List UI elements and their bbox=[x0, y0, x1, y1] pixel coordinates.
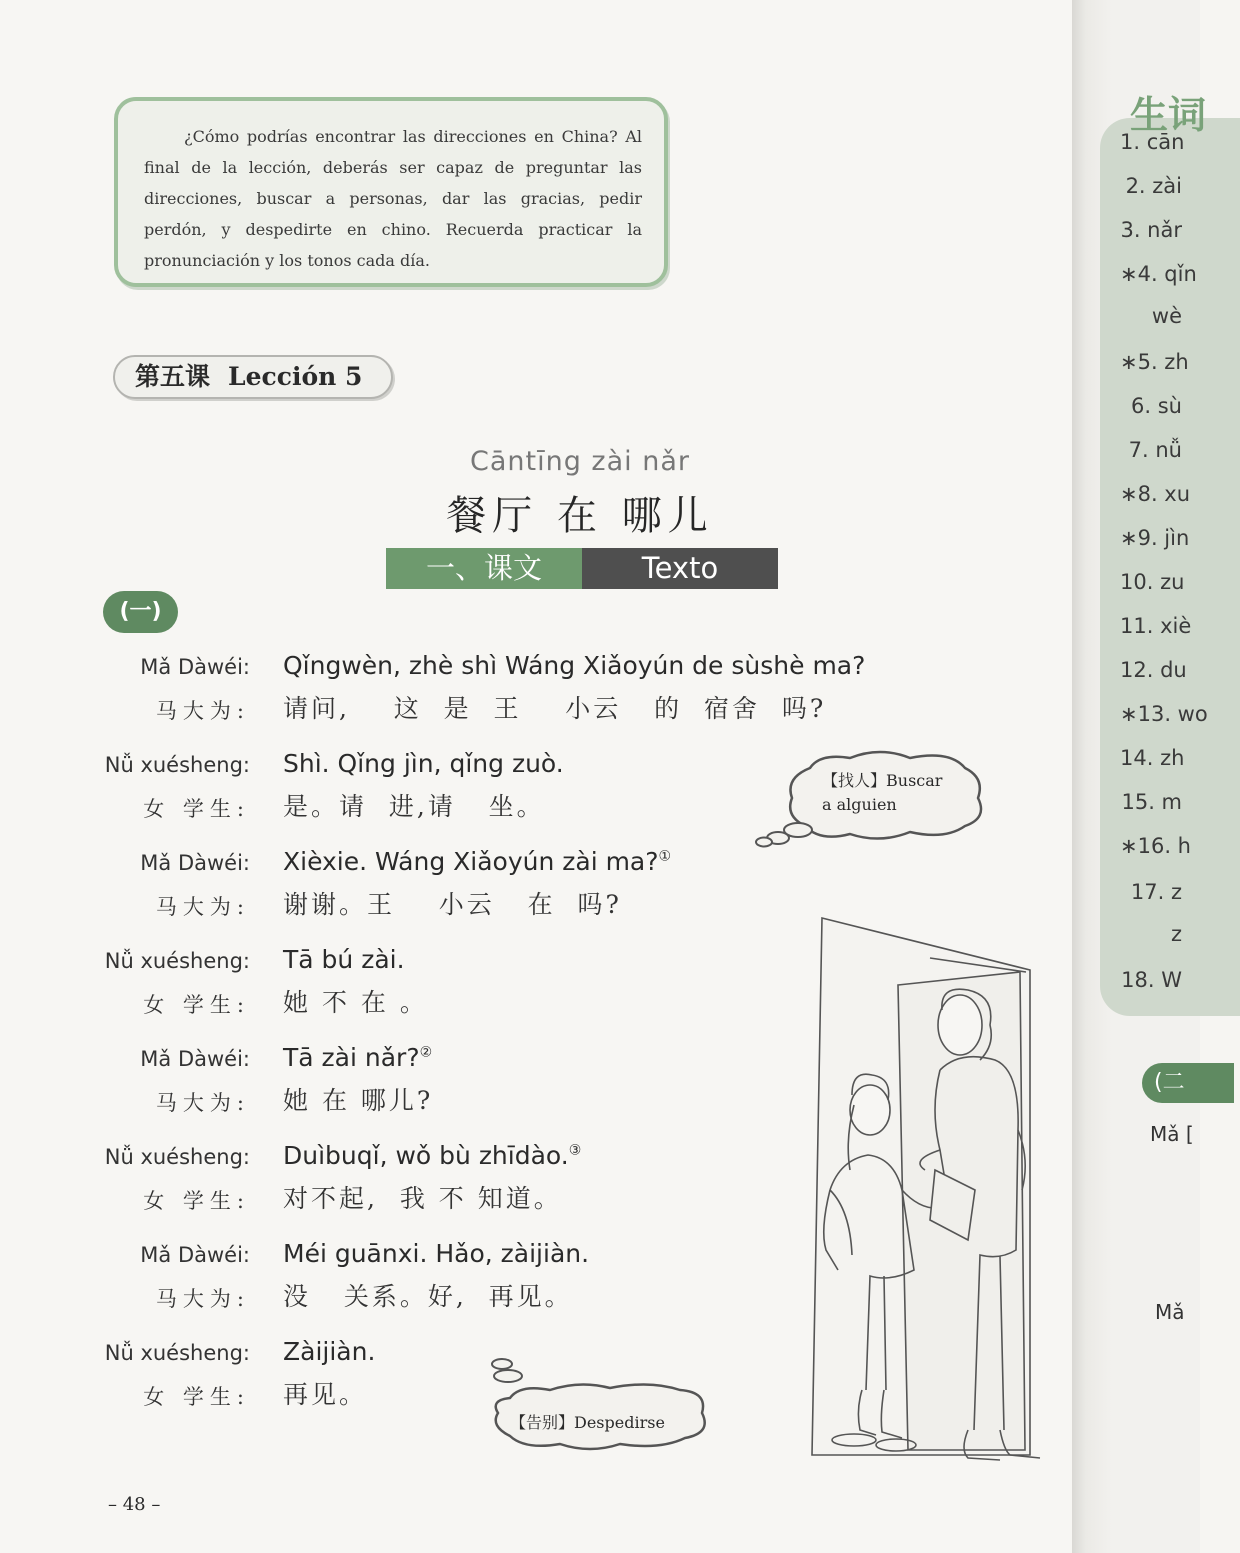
vocab-item: 14. zh bbox=[1120, 746, 1185, 770]
vocab-item: 17. z bbox=[1130, 880, 1182, 904]
vocab-item: 6. sù bbox=[1131, 394, 1182, 418]
vocab-item: ∗4. qǐn bbox=[1120, 262, 1197, 286]
line-pinyin bbox=[283, 1337, 375, 1366]
line-pinyin bbox=[283, 1141, 581, 1170]
line-pinyin-text: Duìbuqǐ, wǒ bù zhīdào. bbox=[283, 1141, 569, 1170]
vocab-item: ∗13. wo bbox=[1120, 702, 1208, 726]
line-pinyin-text: Tā bú zài. bbox=[283, 945, 405, 974]
vocab-item: 12. du bbox=[1120, 658, 1187, 682]
speaker-hanzi: 女 学生: bbox=[143, 993, 250, 1017]
footnote-mark: ② bbox=[419, 1044, 433, 1061]
line-pinyin-text: Xièxie. Wáng Xiǎoyún zài ma? bbox=[283, 847, 659, 876]
speaker-pinyin: Mǎ Dàwéi: bbox=[140, 655, 250, 679]
illustration-doorway bbox=[790, 910, 1060, 1470]
dialogue-line bbox=[0, 847, 900, 931]
speaker-pinyin: Mǎ Dàwéi: bbox=[140, 851, 250, 875]
vocab-heading: 生词 bbox=[1130, 93, 1207, 137]
speaker-hanzi: 马大为: bbox=[155, 1091, 250, 1115]
vocab-item: ∗9. jìn bbox=[1120, 526, 1190, 550]
vocab-item: 18. W bbox=[1121, 968, 1182, 992]
speaker-pinyin: Nǚ xuésheng: bbox=[104, 1145, 250, 1169]
page-number: – 48 – bbox=[108, 1494, 161, 1515]
intro-box bbox=[114, 97, 668, 287]
line-hanzi: 再见。 bbox=[283, 1380, 368, 1409]
vocab-item: 2. zài bbox=[1125, 174, 1182, 198]
line-pinyin bbox=[283, 1043, 432, 1072]
line-hanzi: 她 不 在 。 bbox=[283, 988, 428, 1017]
line-pinyin-text: Méi guānxi. Hǎo, zàijiàn. bbox=[283, 1239, 590, 1268]
speaker-pinyin: Mǎ Dàwéi: bbox=[140, 1243, 250, 1267]
speaker-pinyin: Mǎ Dàwéi: bbox=[140, 1047, 250, 1071]
line-pinyin bbox=[283, 945, 405, 974]
dialogue-line bbox=[0, 945, 900, 1029]
line-hanzi: 对不起, 我 不 知道。 bbox=[283, 1184, 562, 1213]
vocab-item: wè bbox=[1151, 304, 1182, 328]
dialogue-line bbox=[0, 1239, 900, 1323]
dialogue-line bbox=[0, 1043, 900, 1127]
title-hanzi: 餐厅 在 哪儿 bbox=[446, 493, 714, 539]
vocab-item: 15. m bbox=[1121, 790, 1182, 814]
line-pinyin bbox=[283, 1239, 589, 1268]
part-badge-2: (二 bbox=[1142, 1063, 1234, 1103]
part-badge: (一) bbox=[103, 591, 178, 633]
speaker-hanzi: 女 学生: bbox=[143, 1189, 250, 1213]
dialogue-line bbox=[0, 1141, 900, 1225]
section-cn: 一、课文 bbox=[386, 548, 582, 589]
bubble-despedirse-text: 【告别】Despedirse bbox=[510, 1413, 665, 1432]
lesson-cn: 第五课 bbox=[135, 362, 211, 391]
line-pinyin-text: Shì. Qǐng jìn, qǐng zuò. bbox=[283, 749, 564, 778]
dialogue-line bbox=[0, 1337, 900, 1421]
line-pinyin bbox=[283, 749, 564, 778]
line-hanzi: 请问, 这 是 王 小云 的 宿舍 吗? bbox=[283, 694, 827, 723]
right-speaker-1: Mǎ [ bbox=[1150, 1122, 1194, 1146]
section-bar bbox=[386, 548, 778, 589]
bubble-despedirse bbox=[480, 1358, 720, 1458]
speaker-pinyin: Nǚ xuésheng: bbox=[104, 753, 250, 777]
lesson-es: Lección 5 bbox=[228, 362, 363, 391]
line-hanzi: 她 在 哪儿? bbox=[283, 1086, 434, 1115]
lesson-label bbox=[113, 355, 393, 399]
dialogue-line bbox=[0, 651, 900, 735]
title-pinyin: Cāntīng zài nǎr bbox=[470, 446, 690, 477]
speaker-hanzi: 马大为: bbox=[155, 1287, 250, 1311]
footnote-mark: ③ bbox=[568, 1142, 582, 1159]
speaker-hanzi: 马大为: bbox=[155, 895, 250, 919]
speaker-hanzi: 女 学生: bbox=[143, 1385, 250, 1409]
vocab-item: 11. xiè bbox=[1120, 614, 1192, 638]
speaker-pinyin: Nǚ xuésheng: bbox=[104, 1341, 250, 1365]
vocab-item: 1. cān bbox=[1120, 130, 1185, 154]
line-hanzi: 是。请 进,请 坐。 bbox=[283, 792, 545, 821]
right-speaker-2: Mǎ bbox=[1155, 1300, 1185, 1324]
speaker-pinyin: Nǚ xuésheng: bbox=[104, 949, 250, 973]
intro-text: ¿Cómo podrías encontrar las direcciones en China? Al final de la lección, deberás ser capaz de preguntar las direcciones, buscar a personas, dar las gracias, pedir perdón, y despedirte en chino. Recuerda practicar la pronunciación y los tonos cada día. bbox=[144, 127, 642, 270]
vocab-item: 3. nǎr bbox=[1120, 218, 1182, 242]
line-pinyin-text: Qǐngwèn, zhè shì Wáng Xiǎoyún de sùshè ma? bbox=[283, 651, 866, 680]
footnote-mark: ① bbox=[658, 848, 672, 865]
line-hanzi: 谢谢。王 小云 在 吗? bbox=[283, 890, 622, 919]
line-pinyin-text: Tā zài nǎr? bbox=[283, 1043, 420, 1072]
vocab-item: 7. nǚ bbox=[1128, 438, 1182, 462]
vocab-item: z bbox=[1170, 922, 1182, 946]
speaker-hanzi: 马大为: bbox=[155, 699, 250, 723]
vocab-item: ∗8. xu bbox=[1120, 482, 1191, 506]
line-pinyin bbox=[283, 651, 865, 680]
vocab-item: 10. zu bbox=[1120, 570, 1185, 594]
bubble-buscar-line1: 【找人】Buscar bbox=[822, 771, 943, 790]
line-pinyin bbox=[283, 847, 671, 876]
line-hanzi: 没 关系。好, 再见。 bbox=[283, 1282, 573, 1311]
vocab-item: ∗16. h bbox=[1120, 834, 1191, 858]
speaker-hanzi: 女 学生: bbox=[143, 797, 250, 821]
bubble-buscar-line2: a alguien bbox=[822, 795, 897, 814]
section-es: Texto bbox=[582, 548, 778, 589]
line-pinyin-text: Zàijiàn. bbox=[283, 1337, 376, 1366]
vocab-item: ∗5. zh bbox=[1120, 350, 1189, 374]
